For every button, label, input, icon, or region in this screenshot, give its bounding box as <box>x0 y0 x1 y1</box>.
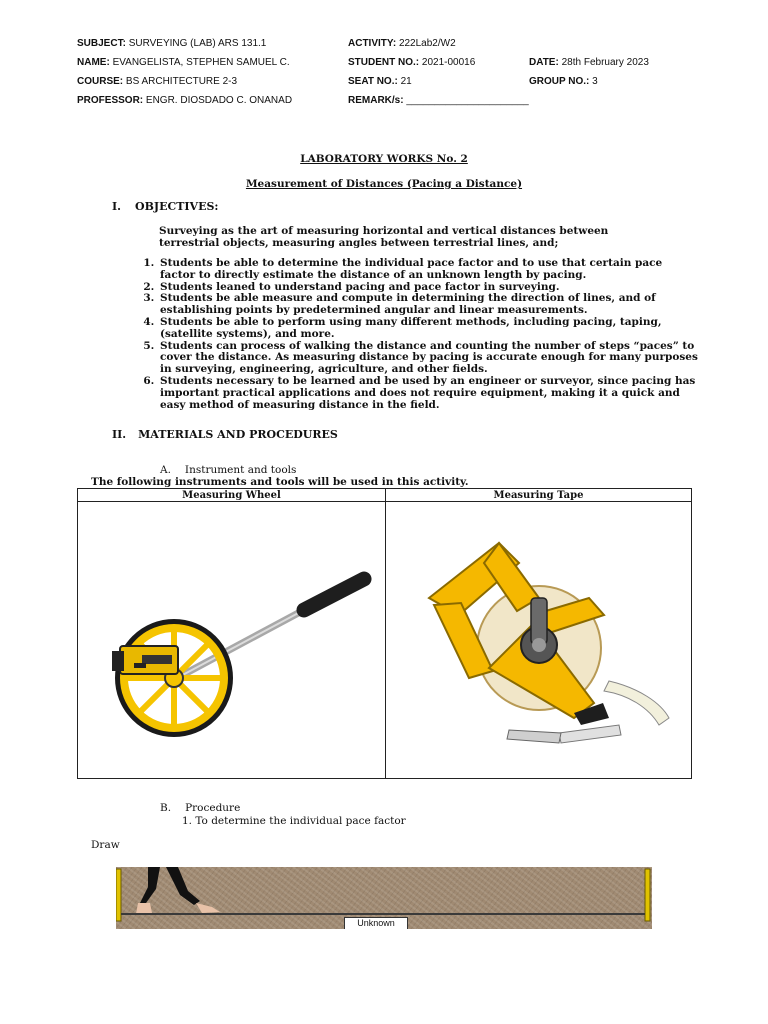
tools-table <box>77 488 692 779</box>
objectives-intro: Surveying as the art of measuring horizontal and vertical distances between terrestrial objects, measuring angles between terrestrial lines, and; <box>159 225 609 249</box>
objectives-list <box>136 258 698 411</box>
section-number: I. <box>112 200 121 213</box>
section-materials-heading <box>112 428 338 441</box>
activity-label: ACTIVITY: <box>348 38 397 49</box>
subsection-title: Instrument and tools <box>184 464 297 476</box>
measuring-tape-cell <box>386 502 692 779</box>
section-number: II. <box>112 428 127 441</box>
subject-field <box>77 38 266 49</box>
seat-label: SEAT NO.: <box>348 76 398 87</box>
seat-field <box>348 76 412 87</box>
course-value: BS ARCHITECTURE 2-3 <box>125 76 238 87</box>
subject-label: SUBJECT: <box>77 38 126 49</box>
draw-label: Draw <box>91 839 120 851</box>
date-label: DATE: <box>529 57 559 68</box>
name-value: EVANGELISTA, STEPHEN SAMUEL C. <box>112 57 290 68</box>
student-no-value: 2021-00016 <box>421 57 476 68</box>
subject-value: SURVEYING (LAB) ARS 131.1 <box>128 38 267 49</box>
professor-label: PROFESSOR: <box>77 95 144 106</box>
subsection-letter: B. <box>160 802 172 814</box>
objective-item: 5. Students can process of walking the distance and counting the number of steps “paces” to cover the distance. As measuring distance by pacing is accurate enough for many purposes in surveying, engineering, agriculture, and other fields. <box>158 341 698 376</box>
objective-item: 1. Students be able to determine the individual pace factor and to use that certain pace factor to directly estimate the distance of an unknown length by pacing. <box>158 258 698 282</box>
name-label: NAME: <box>77 57 110 68</box>
measuring-tape-image <box>389 503 689 773</box>
subsection-letter: A. <box>160 464 171 476</box>
student-no-label: STUDENT NO.: <box>348 57 420 68</box>
objective-item: 6. Students necessary to be learned and be used by an engineer or surveyor, since pacing has important practical applications and does not require equipment, making it a quick and easy method of measuring distance in the field. <box>158 376 698 411</box>
tape-ribbon <box>604 681 669 725</box>
table-header-row <box>78 489 692 502</box>
date-field <box>529 57 649 68</box>
group-label: GROUP NO.: <box>529 76 590 87</box>
remarks-value: ______________________ <box>406 95 529 106</box>
professor-value: ENGR. DIOSDADO C. ONANAD <box>145 95 293 106</box>
subsection-b-heading <box>160 802 240 814</box>
tools-intro: The following instruments and tools will be used in this activity. <box>91 476 469 488</box>
subsection-title: Procedure <box>185 802 241 814</box>
end-marker <box>645 869 650 921</box>
group-field <box>529 76 598 87</box>
pacing-diagram <box>116 867 652 929</box>
section-title: MATERIALS AND PROCEDURES <box>138 428 338 441</box>
group-value: 3 <box>592 76 598 87</box>
walker-legs <box>140 867 160 903</box>
student-no-field <box>348 57 475 68</box>
start-marker <box>116 869 121 921</box>
objective-item: 4. Students be able to perform using many different methods, including pacing, taping, (satellite systems), and more. <box>158 317 698 341</box>
course-label: COURSE: <box>77 76 124 87</box>
objective-item: 3. Students be able measure and compute in determining the direction of lines, and of establishing points by predetermined angular and linear measurements. <box>158 293 698 317</box>
unknown-label-box <box>344 917 408 929</box>
objective-item: 2. Students leaned to understand pacing and pace factor in surveying. <box>158 282 698 294</box>
remarks-label: REMARK/s: <box>348 95 404 106</box>
professor-field <box>77 95 292 106</box>
header-measuring-wheel: Measuring Wheel <box>78 489 386 502</box>
seat-value: 21 <box>400 76 412 87</box>
course-field <box>77 76 237 87</box>
section-objectives-heading <box>112 200 218 213</box>
activity-field <box>348 38 456 49</box>
measuring-wheel-cell <box>78 502 386 779</box>
subsection-a-heading <box>160 464 296 476</box>
procedure-step: 1. To determine the individual pace factor <box>182 815 406 827</box>
wheel-grip <box>304 579 364 610</box>
table-row <box>78 502 692 779</box>
header-measuring-tape: Measuring Tape <box>386 489 692 502</box>
document-subtitle: Measurement of Distances (Pacing a Distance) <box>245 178 523 190</box>
measuring-wheel-image <box>82 503 382 773</box>
document-title: LABORATORY WORKS No. 2 <box>300 153 468 165</box>
activity-value: 222Lab2/W2 <box>398 38 456 49</box>
name-field <box>77 57 290 68</box>
remarks-field <box>348 95 529 106</box>
date-value: 28th February 2023 <box>561 57 649 68</box>
unknown-label: Unknown <box>357 918 395 928</box>
section-title: OBJECTIVES: <box>134 200 219 213</box>
